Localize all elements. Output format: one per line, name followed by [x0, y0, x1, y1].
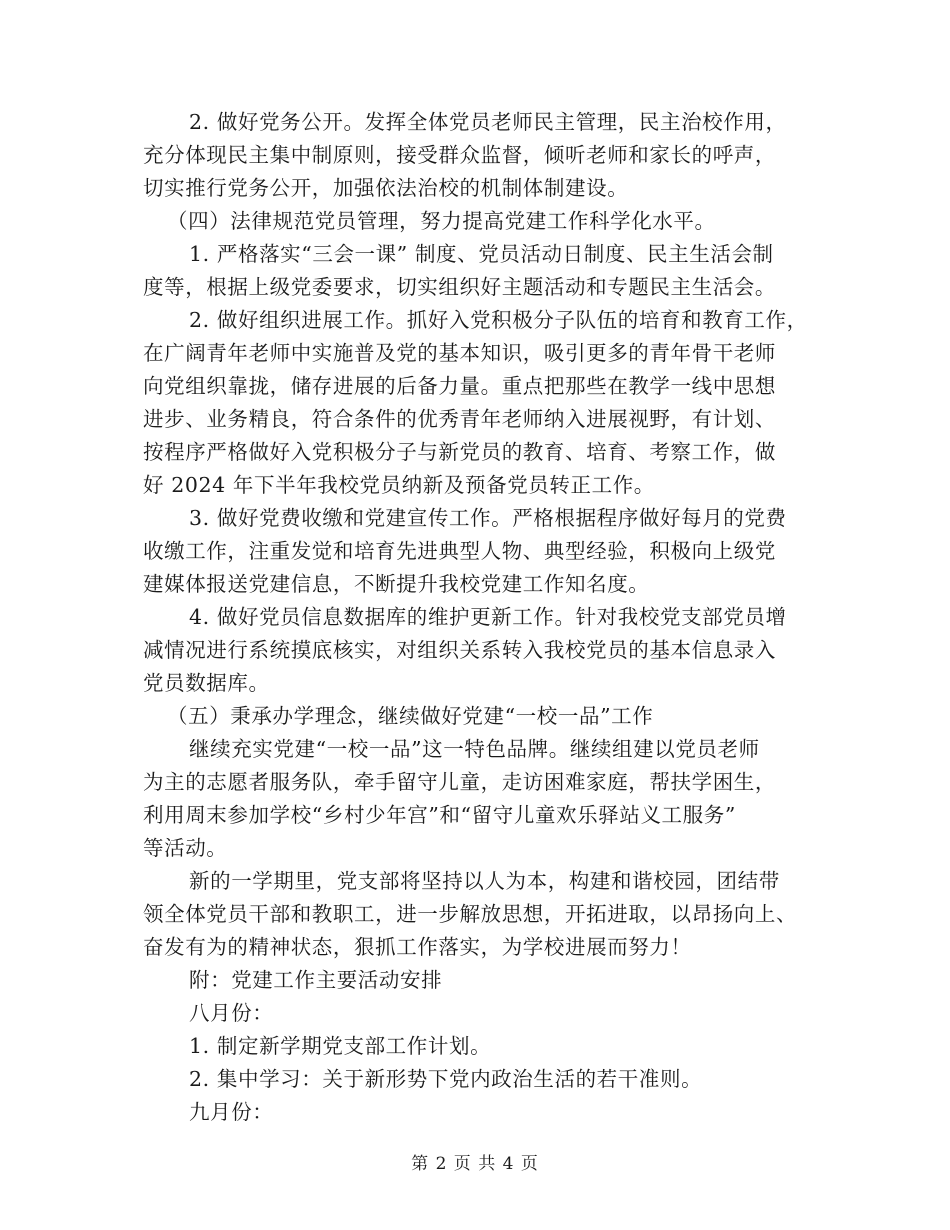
section-heading: （五）秉承办学理念，继续做好党建“一校一品”工作 — [167, 704, 654, 728]
paragraph-line: 减情况进行系统摸底核实，对组织关系转入我校党员的基本信息录入 — [143, 638, 776, 662]
paragraph-line: 切实推行党务公开，加强依法治校的机制体制建设。 — [143, 176, 629, 200]
paragraph-line: 在广阔青年老师中实施普及党的基本知识，吸引更多的青年骨干老师 — [143, 341, 776, 365]
paragraph-line: 进步、业务精良，符合条件的优秀青年老师纳入进展视野，有计划、 — [143, 407, 776, 431]
paragraph-line: 度等，根据上级党委要求，切实组织好主题活动和专题民主生活会。 — [143, 275, 776, 299]
paragraph-line: 按程序严格做好入党积极分子与新党员的教育、培育、考察工作，做 — [143, 440, 776, 464]
appendix-heading: 附：党建工作主要活动安排 — [189, 968, 443, 992]
paragraph-line: 好 2024 年下半年我校党员纳新及预备党员转正工作。 — [143, 473, 655, 497]
paragraph-line: 利用周末参加学校“乡村少年宫”和“留守儿童欢乐驿站义工服务” — [143, 803, 736, 827]
paragraph-line: 2. 做好组织进展工作。抓好入党积极分子队伍的培育和教育工作， — [189, 308, 808, 332]
paragraph-line: 奋发有为的精神状态，狠抓工作落实，为学校进展而努力！ — [143, 935, 692, 959]
list-item: 1. 制定新学期党支部工作计划。 — [189, 1034, 492, 1058]
list-item: 2. 集中学习：关于新形势下党内政治生活的若干准则。 — [189, 1067, 703, 1091]
paragraph-line: 向党组织靠拢，储存进展的后备力量。重点把那些在教学一线中思想 — [143, 374, 776, 398]
paragraph-line: 领全体党员干部和教职工，进一步解放思想，开拓进取，以昂扬向上、 — [143, 902, 798, 926]
paragraph-line: 建媒体报送党建信息，不断提升我校党建工作知名度。 — [143, 572, 650, 596]
month-heading: 九月份： — [189, 1100, 274, 1124]
paragraph-line: 充分体现民主集中制原则，接受群众监督，倾听老师和家长的呼声， — [143, 143, 776, 167]
paragraph-line: 党员数据库。 — [143, 671, 270, 695]
section-heading: （四）法律规范党员管理，努力提高党建工作科学化水平。 — [167, 209, 716, 233]
paragraph-line: 为主的志愿者服务队，牵手留守儿童，走访困难家庭，帮扶学困生， — [143, 770, 776, 794]
month-heading: 八月份： — [189, 1001, 274, 1025]
paragraph-line: 收缴工作，注重发觉和培育先进典型人物、典型经验，积极向上级党 — [143, 539, 776, 563]
paragraph-line: 新的一学期里，党支部将坚持以人为本，构建和谐校园，团结带 — [189, 869, 780, 893]
paragraph-line: 等活动。 — [143, 836, 228, 860]
paragraph-line: 4. 做好党员信息数据库的维护更新工作。针对我校党支部党员增 — [189, 605, 787, 629]
paragraph-line: 2. 做好党务公开。发挥全体党员老师民主管理，民主治校作用， — [189, 110, 787, 134]
page-footer: 第 2 页 共 4 页 — [411, 1154, 539, 1174]
paragraph-line: 1. 严格落实“三会一课” 制度、党员活动日制度、民主生活会制 — [189, 242, 774, 266]
paragraph-line: 继续充实党建“一校一品”这一特色品牌。继续组建以党员老师 — [189, 737, 760, 761]
paragraph-line: 3. 做好党费收缴和党建宣传工作。严格根据程序做好每月的党费 — [189, 506, 787, 530]
